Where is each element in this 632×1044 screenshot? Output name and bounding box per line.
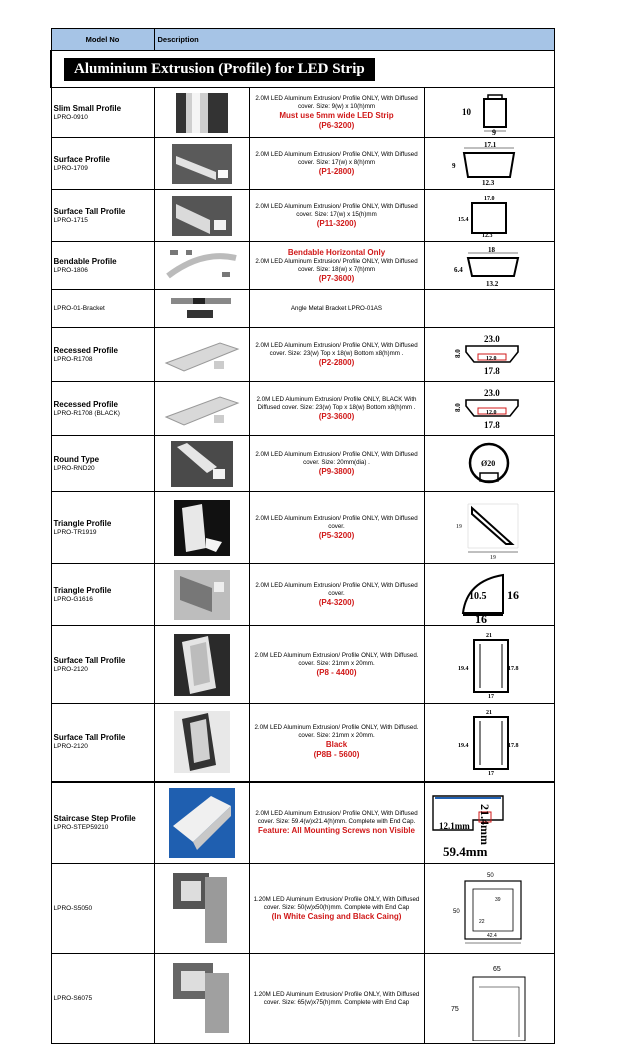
- table-row: [51, 328, 554, 382]
- dim-label: 13.2: [486, 279, 499, 288]
- model-code: LPRO-2120: [53, 743, 88, 751]
- table-row: [51, 88, 554, 138]
- dim-label: 6.4: [454, 265, 463, 274]
- description: 1.20M LED Aluminum Extrusion/ Profile ONLY, With Diffused cover. Size: 65(w)x75(h)mm. Complete with End Cap: [253, 990, 420, 1006]
- profile-drawing: [454, 439, 524, 489]
- price-code: (P5-3200): [318, 530, 355, 540]
- dim-label: 23.0: [484, 333, 500, 344]
- dim-label: 59.4mm: [442, 843, 487, 859]
- dim-label: 23.0: [484, 387, 500, 398]
- product-photo: [167, 294, 237, 324]
- profile-drawing: [444, 630, 534, 700]
- model-name: Surface Tall Profile: [53, 206, 126, 216]
- model-code: LPRO-R1708: [53, 355, 93, 363]
- dim-label: 10: [462, 106, 472, 117]
- dim-label: 50: [487, 872, 494, 879]
- price-sheet: [50, 28, 553, 1044]
- description: 2.0M LED Aluminum Extrusion/ Profile ONLY, With Diffused cover. Size: 18(w) x 7(h)mm: [255, 257, 418, 273]
- model-name: Triangle Profile: [53, 585, 112, 595]
- dim-label: 17: [488, 693, 495, 700]
- price-code: (P3-3600): [318, 411, 355, 421]
- table-row: [51, 954, 554, 1044]
- dim-label: 17.8: [508, 665, 519, 672]
- description: 2.0M LED Aluminum Extrusion/ Profile ONLY, With Diffused. cover. Size: 21mm x 20mm.: [254, 651, 419, 667]
- table-row: [51, 782, 554, 864]
- product-photo: [172, 498, 232, 558]
- profile-drawing: [439, 567, 539, 623]
- product-photo: [172, 709, 232, 775]
- profile-drawing: [444, 496, 534, 560]
- profile-drawing: [444, 141, 534, 187]
- product-photo: [167, 786, 237, 860]
- model-code: LPRO-RND20: [53, 464, 95, 472]
- dim-label: 19.4: [458, 665, 469, 672]
- dim-label: 21.4mm: [477, 803, 492, 845]
- variant-note: Black: [325, 740, 348, 750]
- model-code: LPRO-S6075: [53, 994, 93, 1002]
- model-name: Recessed Profile: [53, 345, 118, 355]
- table-row: [51, 138, 554, 190]
- description: 2.0M LED Aluminum Extrusion/ Profile ONLY, With Diffused cover.: [255, 581, 418, 597]
- model-no-header: Model No: [51, 29, 154, 51]
- table-row: [51, 242, 554, 290]
- description: Angle Metal Bracket LPRO-01AS: [290, 304, 383, 312]
- table-row: [51, 864, 554, 954]
- dim-label: 12.0: [486, 409, 497, 416]
- dim-label: 19: [490, 554, 497, 560]
- dim-label: Ø20: [481, 458, 496, 468]
- dim-label: 10.5: [469, 590, 487, 602]
- profile-drawing: [439, 957, 539, 1041]
- model-code: LPRO-STEP59210: [53, 823, 109, 831]
- description: 2.0M LED Aluminum Extrusion/ Profile ONLY, With Diffused cover. Size: 17(w) x 15(h)mm: [255, 202, 418, 218]
- price-code: (P8B - 5600): [313, 750, 360, 760]
- dim-label: 15.4: [458, 216, 469, 223]
- description: 2.0M LED Aluminum Extrusion/ Profile ONLY, With Diffused cover.: [255, 514, 418, 530]
- table-row: [51, 190, 554, 242]
- dim-label: 12.1mm: [438, 820, 470, 831]
- price-code: (P6-3200): [318, 120, 355, 130]
- dim-label: 17.8: [484, 419, 500, 430]
- dim-label: 17.8: [484, 365, 500, 376]
- model-code: LPRO-0910: [53, 113, 88, 121]
- dim-label: 50: [453, 908, 460, 915]
- profile-drawing: [454, 91, 524, 135]
- model-name: Surface Profile: [53, 154, 110, 164]
- description-header: Description: [154, 29, 554, 51]
- table-row: [51, 492, 554, 564]
- description: 2.0M LED Aluminum Extrusion/ Profile ONLY, With Diffused. cover. Size: 21mm x 20mm.: [254, 724, 419, 740]
- product-photo: [167, 959, 237, 1039]
- description: 2.0M LED Aluminum Extrusion/ Profile ONLY, BLACK With Diffused cover. Size: 23(w) Top x 18(w) Bottom x8(h)mm .: [256, 395, 417, 411]
- model-code: LPRO-2120: [53, 665, 88, 673]
- dim-label: 9: [452, 161, 456, 170]
- product-photo: [172, 632, 232, 698]
- note: Bendable Horizontal Only: [287, 247, 386, 257]
- model-name: Surface Tall Profile: [53, 655, 126, 665]
- dim-label: 22: [479, 918, 485, 925]
- model-name: Bendable Profile: [53, 256, 117, 266]
- profile-drawing: [444, 707, 534, 777]
- model-code: LPRO-1715: [53, 216, 88, 224]
- dim-label: 8.0: [454, 348, 463, 358]
- model-name: Slim Small Profile: [53, 103, 122, 113]
- description: 1.20M LED Aluminum Extrusion/ Profile ONLY, With Diffused cover. Size: 50(w)x50(h)mm. Complete with End Cap: [253, 895, 420, 911]
- dim-label: 21: [486, 710, 493, 717]
- dim-label: 39: [495, 896, 501, 903]
- table-row: [51, 290, 554, 328]
- description: 2.0M LED Aluminum Extrusion/ Profile ONLY, With Diffused cover. Size: 59.4(w)x21.4(h)mm. Complete with End Cap.: [255, 809, 418, 825]
- price-code: (P7-3600): [318, 273, 355, 283]
- description: 2.0M LED Aluminum Extrusion/ Profile ONLY, With Diffused cover. Size: 23(w) Top x 18(w) Bottom x8(h)mm .: [255, 341, 418, 357]
- casing-note: (In White Casing and Black Caing): [271, 911, 402, 921]
- profile-drawing: [439, 867, 539, 951]
- profile-drawing: [444, 330, 534, 380]
- price-code: (P9-3800): [318, 466, 355, 476]
- dim-label: 8.0: [454, 402, 463, 412]
- price-code: (P8 - 4400): [316, 667, 357, 677]
- dim-label: 17.0: [484, 195, 495, 202]
- model-code: LPRO-R1708 (BLACK): [53, 409, 120, 417]
- description: 2.0M LED Aluminum Extrusion/ Profile ONLY, With Diffused cover. Size: 20mm(dia) .: [255, 450, 418, 466]
- dim-label: 65: [493, 965, 501, 973]
- dim-label: 21: [486, 632, 493, 639]
- dim-label: 12.0: [486, 355, 497, 362]
- dim-label: 16: [475, 611, 488, 623]
- product-photo: [172, 91, 232, 135]
- product-photo: [170, 142, 234, 186]
- price-code: (P11-3200): [316, 218, 357, 228]
- profile-drawing: [444, 384, 534, 434]
- product-photo: [167, 439, 237, 489]
- price-code: (P1-2800): [318, 166, 355, 176]
- dim-label: 42.4: [487, 932, 497, 939]
- price-code: (P4-3200): [318, 597, 355, 607]
- model-name: Round Type: [53, 454, 100, 464]
- table-row: [51, 704, 554, 782]
- note: Must use 5mm wide LED Strip: [279, 110, 394, 120]
- dim-label: 19.4: [458, 743, 469, 750]
- model-code: LPRO-01-Bracket: [53, 304, 105, 312]
- title-row: [51, 51, 554, 88]
- product-photo: [170, 194, 234, 238]
- product-photo: [162, 244, 242, 288]
- header-row: [51, 29, 554, 51]
- table-row: [51, 436, 554, 492]
- dim-label: 12.3: [482, 178, 495, 187]
- dim-label: 75: [451, 1005, 459, 1013]
- price-code: (P2-2800): [318, 357, 355, 367]
- dim-label: 17.8: [508, 743, 519, 750]
- dim-label: 17: [488, 771, 495, 778]
- product-photo: [160, 387, 244, 431]
- page-title: Aluminium Extrusion (Profile) for LED Strip: [64, 58, 375, 81]
- dim-label: 17.1: [484, 140, 497, 149]
- product-photo: [172, 568, 232, 622]
- dim-label: 12.3: [482, 232, 493, 239]
- product-table: [50, 28, 555, 1044]
- profile-drawing: [444, 244, 534, 288]
- feature-note: Feature: All Mounting Screws non Visible: [258, 825, 415, 835]
- model-name: Staircase Step Profile: [53, 813, 136, 823]
- dim-label: 18: [488, 245, 496, 254]
- description: 2.0M LED Aluminum Extrusion/ Profile ONLY, With Diffused cover. Size: 17(w) x 8(h)mm: [255, 150, 418, 166]
- profile-drawing: [425, 784, 555, 862]
- model-code: LPRO-1709: [53, 164, 88, 172]
- model-code: LPRO-S5050: [53, 904, 93, 912]
- table-row: [51, 382, 554, 436]
- model-code: LPRO-TR1919: [53, 528, 97, 536]
- description: 2.0M LED Aluminum Extrusion/ Profile ONLY, With Diffused cover. Size: 9(w) x 10(h)mm: [255, 94, 418, 110]
- profile-drawing: [444, 193, 534, 239]
- product-photo: [160, 333, 244, 377]
- table-row: [51, 564, 554, 626]
- product-photo: [167, 869, 237, 949]
- model-code: LPRO-G1616: [53, 595, 93, 603]
- dim-label: 16: [507, 587, 520, 602]
- model-name: Recessed Profile: [53, 399, 118, 409]
- table-row: [51, 626, 554, 704]
- model-name: Triangle Profile: [53, 518, 112, 528]
- model-name: Surface Tall Profile: [53, 733, 126, 743]
- dim-label: 19: [456, 523, 463, 530]
- model-code: LPRO-1806: [53, 266, 88, 274]
- dim-label: 9: [492, 127, 497, 135]
